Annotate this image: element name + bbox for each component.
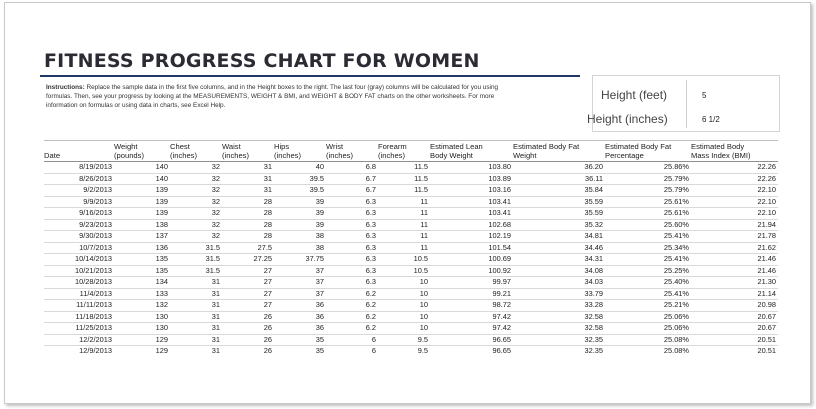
table-cell[interactable]: 25.08% bbox=[605, 346, 691, 357]
table-row bbox=[44, 334, 778, 346]
table-cell[interactable]: 134 bbox=[114, 277, 170, 289]
table-cell[interactable]: 32.35 bbox=[513, 346, 605, 357]
table-cell[interactable]: 21.30 bbox=[691, 277, 778, 289]
table-cell[interactable]: 28 bbox=[222, 231, 274, 243]
table-row bbox=[44, 346, 778, 357]
table-cell[interactable]: 34.31 bbox=[513, 254, 605, 266]
column-header-line2: Percentage bbox=[605, 151, 644, 160]
table-cell[interactable]: 140 bbox=[114, 162, 170, 174]
table-cell[interactable]: 11/18/2013 bbox=[44, 311, 114, 323]
table-body bbox=[44, 162, 778, 357]
table-row bbox=[44, 231, 778, 243]
table-cell[interactable]: 36.20 bbox=[513, 162, 605, 174]
table-cell[interactable]: 11 bbox=[378, 242, 430, 254]
table-cell[interactable]: 103.41 bbox=[430, 208, 513, 220]
table-cell[interactable]: 28 bbox=[222, 208, 274, 220]
table-cell[interactable]: 10/7/2013 bbox=[44, 242, 114, 254]
table-cell[interactable]: 25.21% bbox=[605, 300, 691, 312]
column-header bbox=[430, 142, 513, 162]
table-cell[interactable]: 11 bbox=[378, 208, 430, 220]
table-row bbox=[44, 185, 778, 197]
table-cell[interactable]: 6.7 bbox=[326, 173, 378, 185]
table-cell[interactable]: 20.51 bbox=[691, 346, 778, 357]
column-header-line1: Forearm bbox=[378, 142, 407, 151]
table-cell[interactable]: 8/26/2013 bbox=[44, 173, 114, 185]
table-cell[interactable]: 101.54 bbox=[430, 242, 513, 254]
table-cell[interactable]: 8/19/2013 bbox=[44, 162, 114, 174]
column-header bbox=[326, 142, 378, 162]
table-cell[interactable]: 31.5 bbox=[170, 254, 222, 266]
table-cell[interactable]: 22.10 bbox=[691, 196, 778, 208]
table-cell[interactable]: 9.5 bbox=[378, 334, 430, 346]
column-header-line1: Waist bbox=[222, 142, 241, 151]
table-cell[interactable]: 31 bbox=[170, 311, 222, 323]
table-cell[interactable]: 27 bbox=[222, 300, 274, 312]
table-cell[interactable]: 102.19 bbox=[430, 231, 513, 243]
table-cell[interactable]: 6.3 bbox=[326, 265, 378, 277]
table-cell[interactable]: 11 bbox=[378, 231, 430, 243]
column-header-line2: (inches) bbox=[326, 151, 354, 160]
table-cell[interactable]: 39 bbox=[274, 196, 326, 208]
table-cell[interactable]: 6.3 bbox=[326, 196, 378, 208]
height-feet-label: Height (feet) bbox=[601, 88, 668, 102]
table-cell[interactable]: 32 bbox=[170, 208, 222, 220]
table-row bbox=[44, 277, 778, 289]
column-header bbox=[691, 142, 778, 162]
table-cell[interactable]: 35 bbox=[274, 334, 326, 346]
table-cell[interactable]: 38 bbox=[274, 242, 326, 254]
table-cell[interactable]: 32.35 bbox=[513, 334, 605, 346]
table-cell[interactable]: 20.67 bbox=[691, 323, 778, 335]
table-row bbox=[44, 323, 778, 335]
table-cell[interactable]: 32 bbox=[170, 162, 222, 174]
table-cell[interactable]: 27 bbox=[222, 277, 274, 289]
table-cell[interactable]: 25.61% bbox=[605, 196, 691, 208]
table-cell[interactable]: 20.67 bbox=[691, 311, 778, 323]
table-cell[interactable]: 21.62 bbox=[691, 242, 778, 254]
table-cell[interactable]: 39 bbox=[274, 219, 326, 231]
table-cell[interactable]: 25.25% bbox=[605, 265, 691, 277]
table-cell[interactable]: 6 bbox=[326, 346, 378, 357]
table-cell[interactable]: 31 bbox=[222, 162, 274, 174]
table-cell[interactable]: 35.59 bbox=[513, 196, 605, 208]
table-cell[interactable]: 6 bbox=[326, 334, 378, 346]
height-divider bbox=[686, 80, 687, 128]
table-cell[interactable]: 25.41% bbox=[605, 288, 691, 300]
table-cell[interactable]: 136 bbox=[114, 242, 170, 254]
table-cell[interactable]: 34.03 bbox=[513, 277, 605, 289]
table-cell[interactable]: 132 bbox=[114, 300, 170, 312]
table-header-row bbox=[44, 142, 778, 162]
table-cell[interactable]: 129 bbox=[114, 346, 170, 357]
table-cell[interactable]: 27 bbox=[222, 288, 274, 300]
table-cell[interactable]: 25.86% bbox=[605, 162, 691, 174]
table-cell[interactable]: 25.40% bbox=[605, 277, 691, 289]
table-cell[interactable]: 25.61% bbox=[605, 208, 691, 220]
table-cell[interactable]: 33.28 bbox=[513, 300, 605, 312]
table-cell[interactable]: 103.80 bbox=[430, 162, 513, 174]
table-cell[interactable]: 31 bbox=[222, 173, 274, 185]
table-cell[interactable]: 10.5 bbox=[378, 265, 430, 277]
table-cell[interactable]: 140 bbox=[114, 173, 170, 185]
table-cell[interactable]: 6.3 bbox=[326, 277, 378, 289]
table-cell[interactable]: 39 bbox=[274, 208, 326, 220]
table-cell[interactable]: 6.3 bbox=[326, 231, 378, 243]
table-cell[interactable]: 35.32 bbox=[513, 219, 605, 231]
column-header bbox=[222, 142, 274, 162]
table-cell[interactable]: 102.68 bbox=[430, 219, 513, 231]
table-cell[interactable]: 27.5 bbox=[222, 242, 274, 254]
table-cell[interactable]: 25.41% bbox=[605, 254, 691, 266]
table-cell[interactable]: 139 bbox=[114, 196, 170, 208]
table-cell[interactable]: 32 bbox=[170, 219, 222, 231]
table-cell[interactable]: 96.65 bbox=[430, 334, 513, 346]
table-cell[interactable]: 97.42 bbox=[430, 323, 513, 335]
table-top-rule bbox=[44, 140, 778, 141]
table-cell[interactable]: 6.7 bbox=[326, 185, 378, 197]
table-cell[interactable]: 100.92 bbox=[430, 265, 513, 277]
column-header-line2: (inches) bbox=[170, 151, 198, 160]
column-header-line2: (pounds) bbox=[114, 151, 144, 160]
table-cell[interactable]: 10/14/2013 bbox=[44, 254, 114, 266]
table-row bbox=[44, 254, 778, 266]
height-inches-label: Height (inches) bbox=[587, 112, 668, 126]
table-cell[interactable]: 21.46 bbox=[691, 254, 778, 266]
table-cell[interactable]: 37 bbox=[274, 277, 326, 289]
column-header bbox=[170, 142, 222, 162]
column-header bbox=[513, 142, 605, 162]
height-feet-value[interactable]: 5 bbox=[702, 91, 707, 100]
table-row bbox=[44, 162, 778, 174]
table-cell[interactable]: 36.11 bbox=[513, 173, 605, 185]
table-cell[interactable]: 10 bbox=[378, 300, 430, 312]
table-cell[interactable]: 10/21/2013 bbox=[44, 265, 114, 277]
table-cell[interactable]: 130 bbox=[114, 323, 170, 335]
table-cell[interactable]: 9/23/2013 bbox=[44, 219, 114, 231]
table-row bbox=[44, 208, 778, 220]
table-cell[interactable]: 31 bbox=[170, 277, 222, 289]
table-cell[interactable]: 6.3 bbox=[326, 254, 378, 266]
table-cell[interactable]: 36 bbox=[274, 300, 326, 312]
table-cell[interactable]: 33.79 bbox=[513, 288, 605, 300]
column-header bbox=[378, 142, 430, 162]
table-cell[interactable]: 6.2 bbox=[326, 288, 378, 300]
table-cell[interactable]: 103.89 bbox=[430, 173, 513, 185]
table-cell[interactable]: 6.2 bbox=[326, 300, 378, 312]
table-cell[interactable]: 35 bbox=[274, 346, 326, 357]
table-cell[interactable]: 37 bbox=[274, 265, 326, 277]
instructions-label: Instructions: bbox=[46, 84, 85, 91]
column-header-line1: Wrist bbox=[326, 142, 344, 151]
column-header-line2: (inches) bbox=[274, 151, 302, 160]
table-cell[interactable]: 9.5 bbox=[378, 346, 430, 357]
table-cell[interactable]: 28 bbox=[222, 219, 274, 231]
table-cell[interactable]: 25.79% bbox=[605, 185, 691, 197]
table-cell[interactable]: 31.5 bbox=[170, 242, 222, 254]
table-cell[interactable]: 34.46 bbox=[513, 242, 605, 254]
table-cell[interactable]: 32.58 bbox=[513, 311, 605, 323]
table-cell[interactable]: 103.16 bbox=[430, 185, 513, 197]
table-cell[interactable]: 22.26 bbox=[691, 173, 778, 185]
table-row bbox=[44, 311, 778, 323]
table-cell[interactable]: 31 bbox=[170, 334, 222, 346]
table-cell[interactable]: 10 bbox=[378, 311, 430, 323]
table-cell[interactable]: 11 bbox=[378, 219, 430, 231]
table-cell[interactable]: 25.41% bbox=[605, 231, 691, 243]
table-cell[interactable]: 26 bbox=[222, 346, 274, 357]
table-cell[interactable]: 11/25/2013 bbox=[44, 323, 114, 335]
table-cell[interactable]: 9/2/2013 bbox=[44, 185, 114, 197]
table-cell[interactable]: 27.25 bbox=[222, 254, 274, 266]
table-cell[interactable]: 32 bbox=[170, 185, 222, 197]
table-cell[interactable]: 31 bbox=[170, 288, 222, 300]
table-cell[interactable]: 6.3 bbox=[326, 219, 378, 231]
table-cell[interactable]: 20.98 bbox=[691, 300, 778, 312]
table-cell[interactable]: 138 bbox=[114, 219, 170, 231]
table-row bbox=[44, 300, 778, 312]
column-header bbox=[274, 142, 326, 162]
table-cell[interactable]: 32 bbox=[170, 231, 222, 243]
column-header-line1: Estimated Lean bbox=[430, 142, 483, 151]
table-cell[interactable]: 26 bbox=[222, 311, 274, 323]
table-cell[interactable]: 40 bbox=[274, 162, 326, 174]
table-cell[interactable]: 129 bbox=[114, 334, 170, 346]
table-cell[interactable]: 21.14 bbox=[691, 288, 778, 300]
table-cell[interactable]: 9/16/2013 bbox=[44, 208, 114, 220]
table-cell[interactable]: 21.94 bbox=[691, 219, 778, 231]
column-header-line2: Mass Index (BMI) bbox=[691, 151, 751, 160]
table-cell[interactable]: 20.51 bbox=[691, 334, 778, 346]
table-cell[interactable]: 12/2/2013 bbox=[44, 334, 114, 346]
table-row bbox=[44, 173, 778, 185]
table-cell[interactable]: 31 bbox=[170, 300, 222, 312]
table-cell[interactable]: 32 bbox=[170, 196, 222, 208]
column-header-line2: (inches) bbox=[378, 151, 406, 160]
page-title: FITNESS PROGRESS CHART FOR WOMEN bbox=[44, 50, 480, 72]
table-cell[interactable]: 32 bbox=[170, 173, 222, 185]
table-cell[interactable]: 25.60% bbox=[605, 219, 691, 231]
column-header-line2: Weight bbox=[513, 151, 537, 160]
table-cell[interactable]: 22.26 bbox=[691, 162, 778, 174]
table-cell[interactable]: 9/30/2013 bbox=[44, 231, 114, 243]
table-cell[interactable]: 96.65 bbox=[430, 346, 513, 357]
height-inches-value[interactable]: 6 1/2 bbox=[702, 115, 720, 124]
table-cell[interactable]: 32.58 bbox=[513, 323, 605, 335]
table-cell[interactable]: 139 bbox=[114, 185, 170, 197]
table-cell[interactable]: 10 bbox=[378, 323, 430, 335]
table-cell[interactable]: 25.79% bbox=[605, 173, 691, 185]
table-cell[interactable]: 35.59 bbox=[513, 208, 605, 220]
table-cell[interactable]: 135 bbox=[114, 265, 170, 277]
column-header-line1: Chest bbox=[170, 142, 190, 151]
fitness-table bbox=[44, 142, 778, 357]
table-row bbox=[44, 219, 778, 231]
table-cell[interactable]: 37.75 bbox=[274, 254, 326, 266]
table-cell[interactable]: 11.5 bbox=[378, 185, 430, 197]
column-header bbox=[44, 142, 114, 162]
table-cell[interactable]: 133 bbox=[114, 288, 170, 300]
column-header-line1: Hips bbox=[274, 142, 290, 151]
table-cell[interactable]: 25.34% bbox=[605, 242, 691, 254]
table-cell[interactable]: 38 bbox=[274, 231, 326, 243]
table-cell[interactable]: 99.97 bbox=[430, 277, 513, 289]
column-header-line1: Weight bbox=[114, 142, 138, 151]
table-cell[interactable]: 11 bbox=[378, 196, 430, 208]
table-row bbox=[44, 288, 778, 300]
table-cell[interactable]: 36 bbox=[274, 311, 326, 323]
table-cell[interactable]: 10 bbox=[378, 288, 430, 300]
table-cell[interactable]: 98.72 bbox=[430, 300, 513, 312]
column-header-line1: Estimated Body Fat bbox=[605, 142, 672, 151]
table-cell[interactable]: 28 bbox=[222, 196, 274, 208]
table-cell[interactable]: 10/28/2013 bbox=[44, 277, 114, 289]
table-cell[interactable]: 36 bbox=[274, 323, 326, 335]
table-cell[interactable]: 6.3 bbox=[326, 208, 378, 220]
table-cell[interactable]: 25.06% bbox=[605, 323, 691, 335]
table-row bbox=[44, 242, 778, 254]
table-cell[interactable]: 137 bbox=[114, 231, 170, 243]
table-cell[interactable]: 9/9/2013 bbox=[44, 196, 114, 208]
table-cell[interactable]: 31 bbox=[170, 346, 222, 357]
table-cell[interactable]: 39.5 bbox=[274, 173, 326, 185]
table-cell[interactable]: 31 bbox=[170, 323, 222, 335]
table-cell[interactable]: 11.5 bbox=[378, 162, 430, 174]
table-cell[interactable]: 26 bbox=[222, 334, 274, 346]
table-cell[interactable]: 139 bbox=[114, 208, 170, 220]
table-cell[interactable]: 31.5 bbox=[170, 265, 222, 277]
table-cell[interactable]: 6.2 bbox=[326, 311, 378, 323]
table-cell[interactable]: 10.5 bbox=[378, 254, 430, 266]
title-underline bbox=[40, 75, 580, 77]
column-header-line1: Estimated Body Fat bbox=[513, 142, 580, 151]
table-row bbox=[44, 265, 778, 277]
column-header-line2: Body Weight bbox=[430, 151, 473, 160]
column-header-line2: (inches) bbox=[222, 151, 250, 160]
table-cell[interactable]: 130 bbox=[114, 311, 170, 323]
table-row bbox=[44, 196, 778, 208]
table-cell[interactable]: 97.42 bbox=[430, 311, 513, 323]
table-cell[interactable]: 135 bbox=[114, 254, 170, 266]
table-cell[interactable]: 39.5 bbox=[274, 185, 326, 197]
table-cell[interactable]: 6.2 bbox=[326, 323, 378, 335]
instructions-body: Replace the sample data in the first five columns, and in the Height boxes to the right. The last four (gray) columns will be calculated for you using formulas. Then, see your progress by looking at the MEASUREMENTS, WEIGHT & BMI, and WEIGHT & BODY FAT charts on the other worksheets. For more information on formulas or using data in charts, see Excel Help. bbox=[46, 84, 499, 109]
table-cell[interactable]: 99.21 bbox=[430, 288, 513, 300]
table-cell[interactable]: 34.81 bbox=[513, 231, 605, 243]
table-cell[interactable]: 11.5 bbox=[378, 173, 430, 185]
table-cell[interactable]: 21.46 bbox=[691, 265, 778, 277]
table-cell[interactable]: 26 bbox=[222, 323, 274, 335]
instructions-text bbox=[46, 83, 516, 110]
column-header bbox=[114, 142, 170, 162]
column-header-line2: Date bbox=[44, 151, 61, 160]
table-cell[interactable]: 34.08 bbox=[513, 265, 605, 277]
column-header bbox=[605, 142, 691, 162]
table-cell[interactable]: 11/4/2013 bbox=[44, 288, 114, 300]
table-cell[interactable]: 12/9/2013 bbox=[44, 346, 114, 357]
table-cell[interactable]: 31 bbox=[222, 185, 274, 197]
table-cell[interactable]: 22.10 bbox=[691, 185, 778, 197]
table-cell[interactable]: 6.8 bbox=[326, 162, 378, 174]
table-cell[interactable]: 25.08% bbox=[605, 334, 691, 346]
table-cell[interactable]: 100.69 bbox=[430, 254, 513, 266]
table-cell[interactable]: 25.06% bbox=[605, 311, 691, 323]
column-header-line1: Estimated Body bbox=[691, 142, 745, 151]
table-cell[interactable]: 103.41 bbox=[430, 196, 513, 208]
table-cell[interactable]: 11/11/2013 bbox=[44, 300, 114, 312]
table-cell[interactable]: 27 bbox=[222, 265, 274, 277]
table-cell[interactable]: 21.78 bbox=[691, 231, 778, 243]
table-cell[interactable]: 37 bbox=[274, 288, 326, 300]
table-cell[interactable]: 10 bbox=[378, 277, 430, 289]
table-cell[interactable]: 22.10 bbox=[691, 208, 778, 220]
table-cell[interactable]: 6.3 bbox=[326, 242, 378, 254]
table-cell[interactable]: 35.84 bbox=[513, 185, 605, 197]
